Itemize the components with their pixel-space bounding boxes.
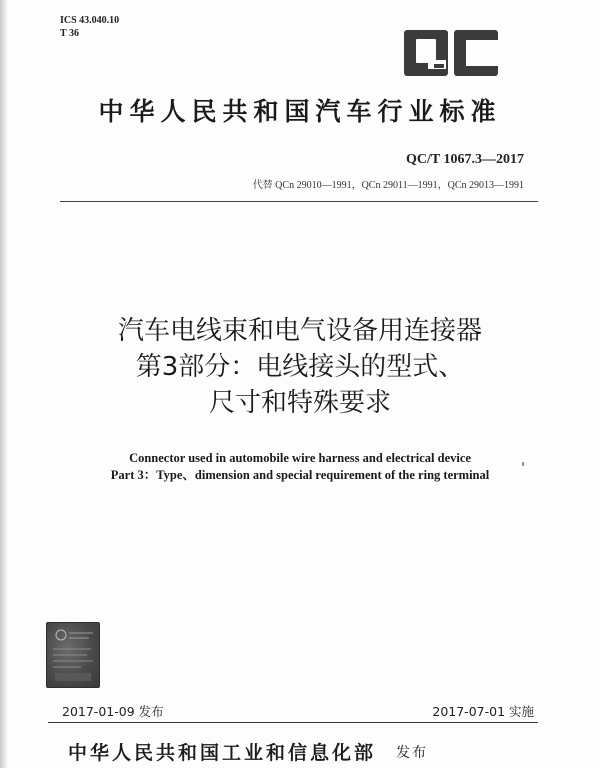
chinese-title <box>0 313 600 421</box>
standard-number: QC/T 1067.3—2017 <box>406 152 524 167</box>
stamp-texture-icon <box>47 623 99 687</box>
implementation-date: 2017-07-01 实施 <box>432 704 534 719</box>
classification-block <box>60 14 119 40</box>
publisher <box>68 738 428 765</box>
footer-divider <box>48 722 538 723</box>
qc-logo-icon <box>404 30 500 76</box>
issuing-standard-type-title: 中华人民共和国汽车行业标准 <box>98 97 502 126</box>
chinese-title-line-1: 汽车电线束和电气设备用连接器 <box>117 316 482 346</box>
replaces-standards: 代替 QCn 29010—1991，QCn 29011—1991，QCn 29013—1991 <box>252 180 524 191</box>
english-title-line-2: Part 3：Type、dimension and special requirement of the ring terminal <box>110 468 490 482</box>
official-stamp <box>46 622 100 688</box>
publisher-name: 中华人民共和国工业和信息化部 <box>68 742 377 764</box>
classification-code: T 36 <box>60 28 79 39</box>
issue-date: 2017-01-09 发布 <box>62 704 164 719</box>
chinese-title-line-2: 第3部分：电线接头的型式、 <box>135 352 465 382</box>
chinese-title-line-3: 尺寸和特殊要求 <box>208 388 391 418</box>
header-divider <box>60 201 538 202</box>
english-title-line-1: Connector used in automobile wire harness and electrical device <box>129 451 471 465</box>
ics-code: ICS 43.040.10 <box>60 15 120 26</box>
qc-logo <box>404 30 500 76</box>
publisher-suffix: 发布 <box>396 745 429 761</box>
english-title <box>0 450 600 484</box>
scan-speck <box>522 462 524 466</box>
